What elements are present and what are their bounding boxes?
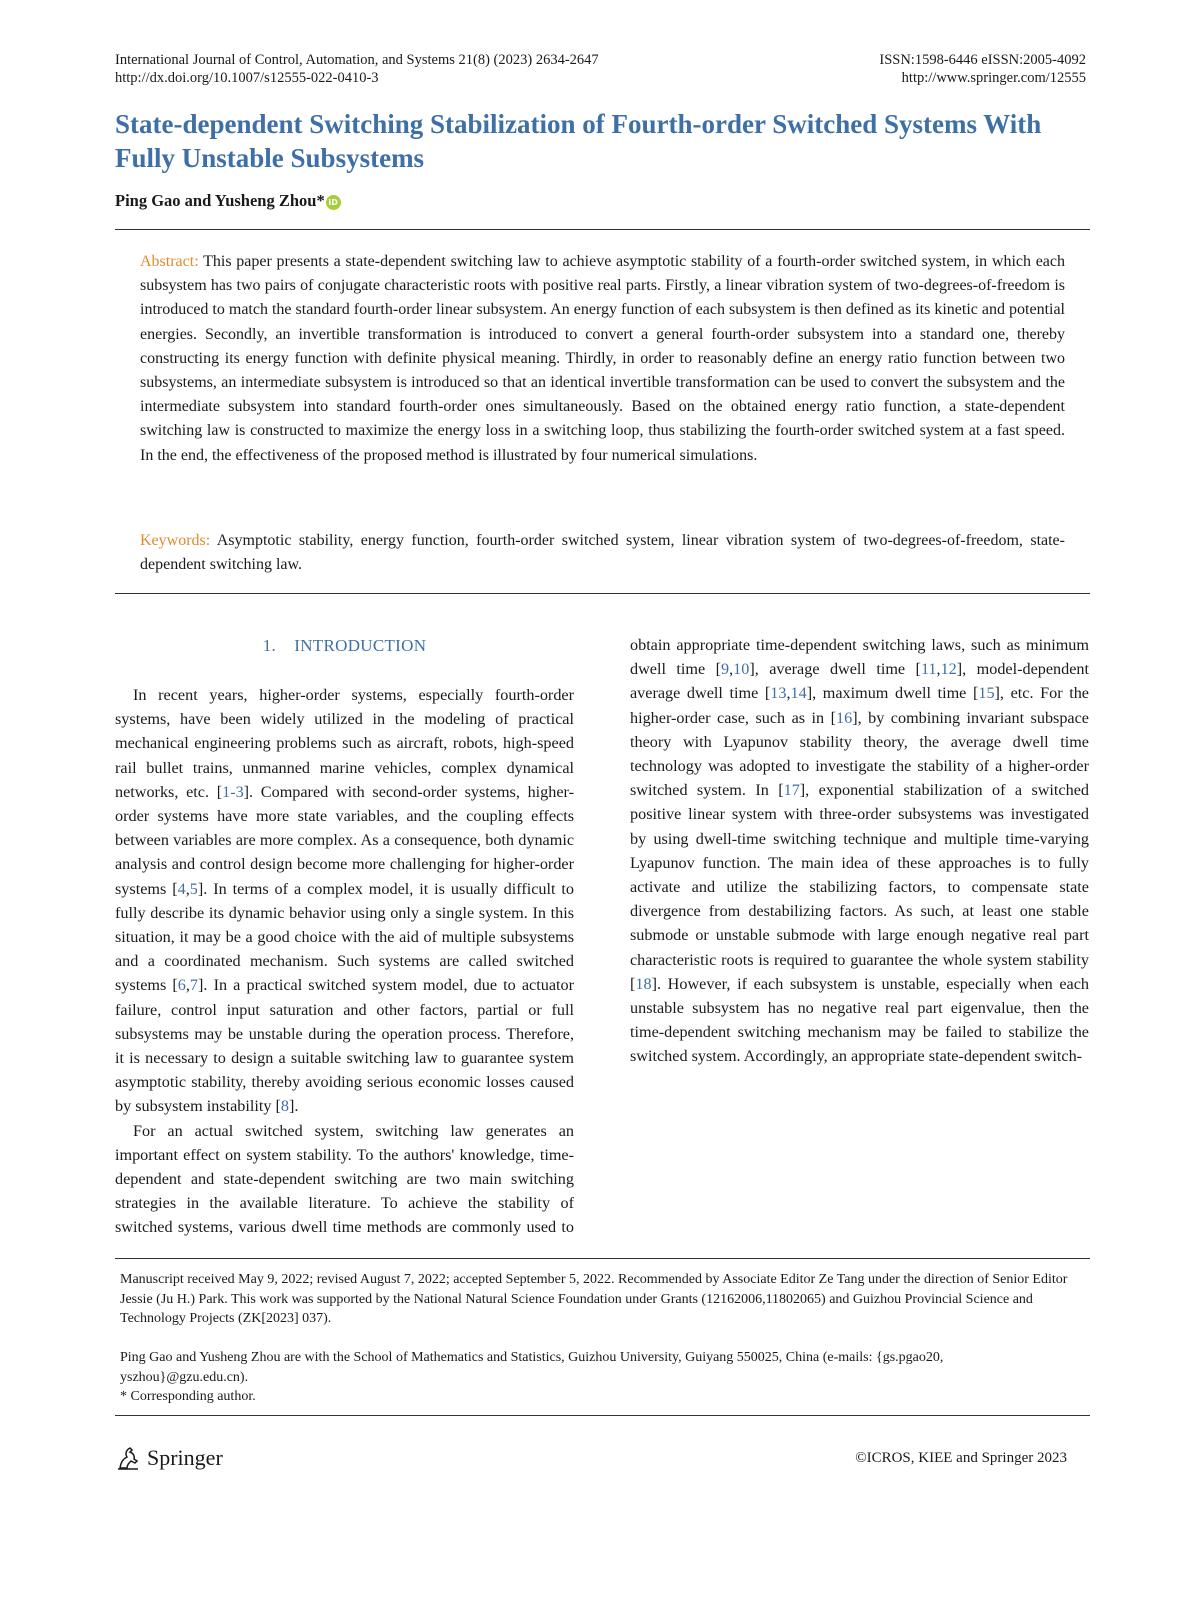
abstract-text: This paper presents a state-dependent switching law to achieve asymptotic stability of a fourth-order switched system, in which each subsystem has two pairs of conjugate characteristic roots with positive real parts. Firstly, a linear vibration system of two-degrees-of-freedom is introduced to match the standard fourth-order linear subsystem. An energy function of each subsystem is then defined as its kinetic and potential energies. Secondly, an invertible transformation is introduced to convert a general fourth-order subsystem into a standard one, thereby constructing its energy function with definite physical meaning. Thirdly, in order to reasonably define an energy ratio function between two subsystems, an intermediate subsystem is introduced so that an identical invertible transformation can be used to convert the subsystem and the intermediate subsystem into standard fourth-order ones simultaneously. Based on the obtained energy ratio function, a state-dependent switching law is constructed to maximize the energy loss in a switching loop, thus stabilizing the fourth-order switched system at a fast speed. In the end, the effectiveness of the proposed method is illustrated by four numerical simulations. xyxy=(140,253,1066,464)
abstract xyxy=(140,250,1065,468)
citation-link[interactable]: 5 xyxy=(189,879,198,898)
springer-horse-icon xyxy=(115,1445,141,1471)
author-line xyxy=(115,191,341,211)
bottom-divider xyxy=(115,1415,1090,1416)
section-number: 1. xyxy=(262,636,277,655)
citation-link[interactable]: 12 xyxy=(940,660,957,679)
citation-link[interactable]: 16 xyxy=(836,708,853,727)
journal-header xyxy=(115,51,755,87)
author-names: Ping Gao and Yusheng Zhou* xyxy=(115,191,325,210)
paper-title: State-dependent Switching Stabilization of Fourth-order Switched Systems With Fully Unstable Subsystems xyxy=(115,109,1042,173)
citation-link[interactable]: 14 xyxy=(790,684,807,703)
citation-link[interactable]: 8 xyxy=(280,1097,290,1116)
paragraph-2-continued: obtain appropriate time-dependent switching laws, such as minimum dwell time [9,10], average dwell time [11,12], model-dependent average dwell time [13,14], maximum dwell time [15], etc. For the higher-order case, such as in [16], by combining invariant subspace theory with Lyapunov stability theory, the average dwell time technology was adopted to investigate the stability of a higher-order switched system. In [17], exponential stabilization of a switched positive linear system with three-order subsystems was investigated by using dwell-time switching technique and multiple time-varying Lyapunov function. The main idea of these approaches is to fully activate and utilize the stabilizing factors, to compensate state divergence from destabilizing factors. As such, at least one stable submode or unstable submode with large enough negative real part characteristic roots is required to guarantee the whole system stability [18]. However, if each subsystem is unstable, especially when each unstable subsystem has no negative real part eigenvalue, then the time-dependent switching mechanism may be failed to stabilize the switched system. Accordingly, an appropriate state-dependent switch- xyxy=(630,636,1089,1066)
footnote-divider xyxy=(115,1258,1090,1259)
citation-link[interactable]: 9 xyxy=(721,660,730,679)
citation-link[interactable]: 17 xyxy=(783,781,800,800)
journal-url[interactable]: http://www.springer.com/12555 xyxy=(901,70,1086,86)
abstract-label: Abstract: xyxy=(140,253,199,270)
citation-link[interactable]: 15 xyxy=(978,684,995,703)
manuscript-note: Manuscript received May 9, 2022; revised August 7, 2022; accepted September 5, 2022. Recommended by Associate Editor Ze Tang under the direction of Senior Editor Jessie (Ju H.) Park. This work was supported by the National Natural Science Foundation under Grants (12162006,11802065) and Guizhou Provincial Science and Technology Projects (ZK[2023] 037). xyxy=(120,1272,1068,1326)
keywords xyxy=(140,529,1065,577)
issn: ISSN:1598-6446 eISSN:2005-4092 xyxy=(879,52,1086,68)
copyright: ©ICROS, KIEE and Springer 2023 xyxy=(855,1450,1067,1466)
doi-link[interactable]: http://dx.doi.org/10.1007/s12555-022-0410-3 xyxy=(115,70,379,86)
corresponding-note: * Corresponding author. xyxy=(120,1389,256,1404)
citation-link[interactable]: 11 xyxy=(920,660,937,679)
citation-link[interactable]: 13 xyxy=(770,684,787,703)
springer-logo xyxy=(115,1445,223,1471)
section-title: INTRODUCTION xyxy=(294,636,427,655)
orcid-icon[interactable]: iD xyxy=(326,195,341,210)
paragraph-2: For an actual switched system, switching law generates an important effect on system stability. To the authors' knowledge, time-dependent and state-dependent switching are two main switching strategies in the available literature. To achieve the stability of switched systems, various dwell time methods are commonly used to xyxy=(115,1121,574,1237)
keywords-label: Keywords: xyxy=(140,532,211,549)
publisher-name: Springer xyxy=(147,1445,223,1470)
citation-link[interactable]: 4 xyxy=(177,879,186,898)
issn-header xyxy=(726,51,1086,87)
section-heading xyxy=(115,636,574,656)
citation-link[interactable]: 10 xyxy=(733,660,750,679)
body-column-right xyxy=(630,633,1089,1245)
journal-citation: International Journal of Control, Automation, and Systems 21(8) (2023) 2634-2647 xyxy=(115,52,599,68)
citation-link[interactable]: 6 xyxy=(177,976,186,995)
affiliation-note: Ping Gao and Yusheng Zhou are with the School of Mathematics and Statistics, Guizhou University, Guiyang 550025, China (e-mails: {gs.pgao20, yszhou}@gzu.edu.cn). xyxy=(120,1350,944,1385)
top-divider xyxy=(115,229,1090,230)
keywords-text: Asymptotic stability, energy function, fourth-order switched system, linear vibration system of two-degrees-of-freedom, state-dependent switching law. xyxy=(140,532,1065,574)
citation-link[interactable]: 1-3 xyxy=(222,782,244,801)
citation-link[interactable]: 7 xyxy=(189,976,199,995)
paragraph-1: In recent years, higher-order systems, especially fourth-order systems, have been widely utilized in the modeling of practical mechanical engineering problems such as aircraft, robots, high-speed rail bullet trains, unmanned marine vehicles, complex dynamical networks, etc. [1-3]. Compared with second-order systems, higher-order systems have more state variables, and the coupling effects between variables are more complex. As a consequence, both dynamic analysis and control design become more challenging for higher-order systems [4,5]. In terms of a complex model, it is usually difficult to fully describe its dynamic behavior using only a single system. In this situation, it may be a good choice with the aid of multiple subsystems and a coordinated mechanism. Such systems are called switched systems [6,7]. In a practical switched system model, due to actuator failure, control input saturation and other factors, partial or full subsystems may be unstable during the operation process. Therefore, it is necessary to design a suitable switching law to guarantee system asymptotic stability, thereby avoiding serious economic losses caused by subsystem instability [8]. xyxy=(115,686,574,1116)
citation-link[interactable]: 18 xyxy=(635,974,652,993)
abstract-divider xyxy=(115,593,1090,594)
body-column-left xyxy=(115,683,574,1240)
